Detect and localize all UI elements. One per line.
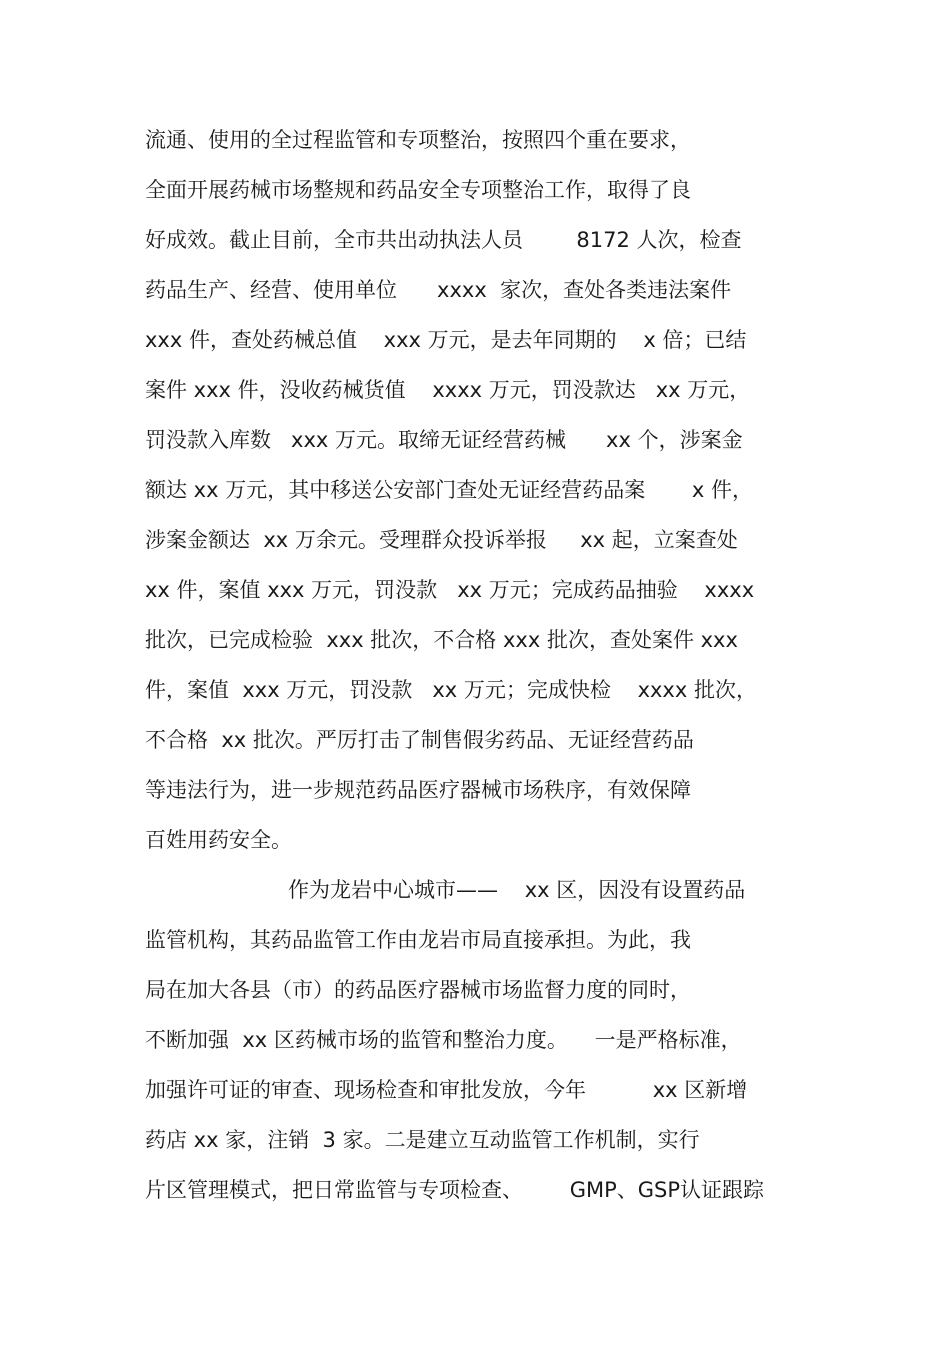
text-line: 涉案金额达 xx 万余元。受理群众投诉举报 xx 起，立案查处 xyxy=(145,528,738,552)
text-line: 件，案值 xxx 万元，罚没款 xx 万元；完成快检 xxxx 批次， xyxy=(145,678,757,702)
text-line: 等违法行为，进一步规范药品医疗器械市场秩序，有效保障 xyxy=(145,778,691,802)
text-line: 局在加大各县（市）的药品医疗器械市场监督力度的同时， xyxy=(145,978,691,1002)
text-line: 片区管理模式，把日常监管与专项检查、 GMP、GSP认证跟踪 xyxy=(145,1178,765,1202)
text-line: 不断加强 xx 区药械市场的监管和整治力度。 一是严格标准， xyxy=(145,1028,742,1052)
text-line: 全面开展药械市场整规和药品安全专项整治工作，取得了良 xyxy=(145,178,691,202)
text-line: 药品生产、经营、使用单位 xxxx 家次，查处各类违法案件 xyxy=(145,278,732,302)
text-line: xx 件，案值 xxx 万元，罚没款 xx 万元；完成药品抽验 xxxx xyxy=(145,578,755,602)
text-line: 额达 xx 万元，其中移送公安部门查处无证经营药品案 x 件， xyxy=(145,478,754,502)
text-line: 流通、使用的全过程监管和专项整治，按照四个重在要求， xyxy=(145,128,691,152)
text-line: 好成效。截止目前，全市共出动执法人员 8172 人次，检查 xyxy=(145,228,742,252)
text-line: 作为龙岩中心城市—— xx 区，因没有设置药品 xyxy=(288,878,746,902)
text-line: 监管机构，其药品监管工作由龙岩市局直接承担。为此，我 xyxy=(145,928,691,952)
text-line: 不合格 xx 批次。严厉打击了制售假劣药品、无证经营药品 xyxy=(145,728,694,752)
text-line: 罚没款入库数 xxx 万元。取缔无证经营药械 xx 个，涉案金 xyxy=(145,428,743,452)
text-line: 百姓用药安全。 xyxy=(145,828,292,852)
text-line: 案件 xxx 件，没收药械货值 xxxx 万元，罚没款达 xx 万元， xyxy=(145,378,751,402)
text-line: xxx 件，查处药械总值 xxx 万元，是去年同期的 x 倍；已结 xyxy=(145,328,747,352)
text-line: 批次，已完成检验 xxx 批次，不合格 xxx 批次，查处案件 xxx xyxy=(145,628,738,652)
text-line: 加强许可证的审查、现场检查和审批发放，今年 xx 区新增 xyxy=(145,1078,748,1102)
text-line: 药店 xx 家，注销 3 家。二是建立互动监管工作机制，实行 xyxy=(145,1128,700,1152)
